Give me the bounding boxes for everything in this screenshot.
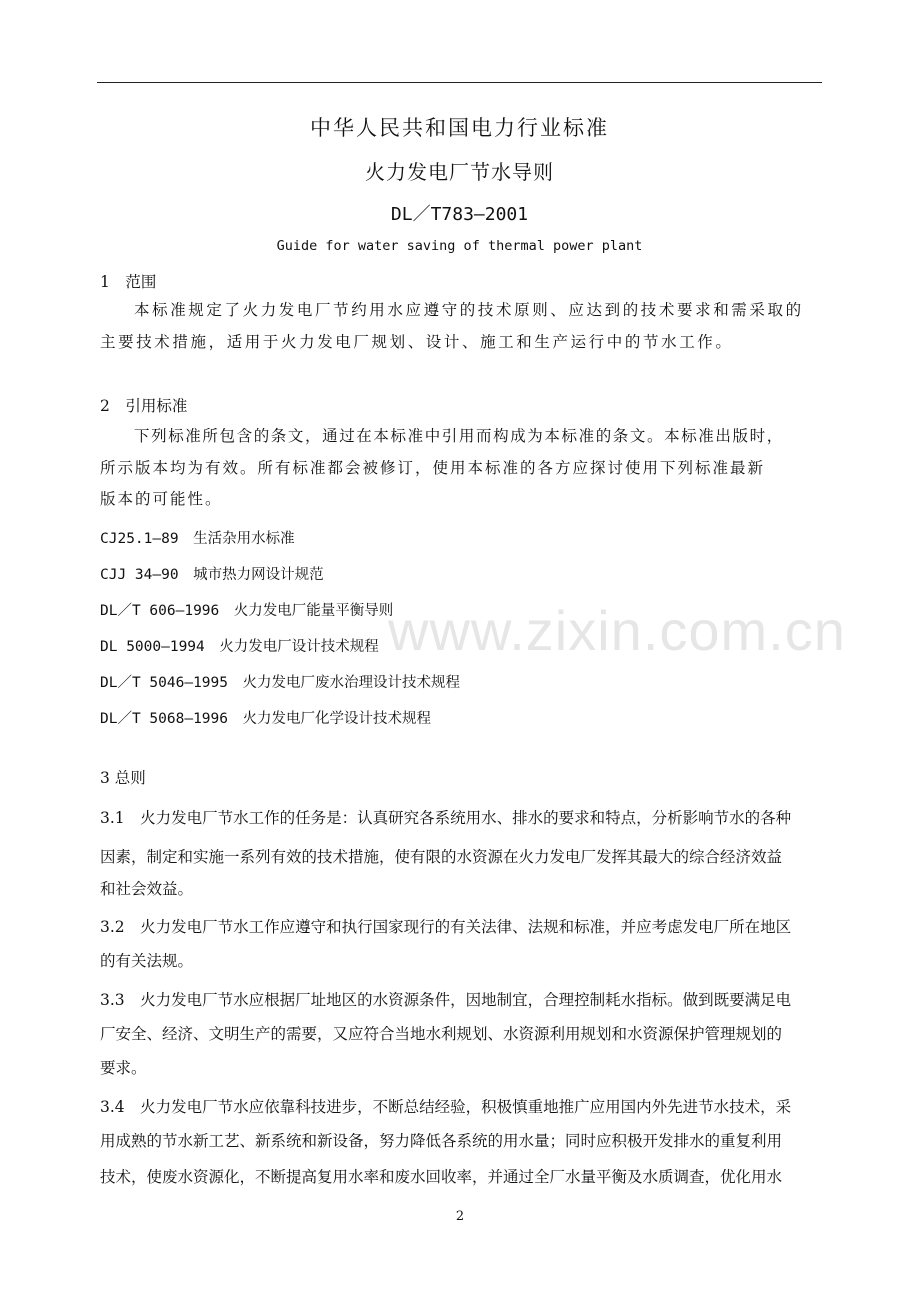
reference-item <box>100 565 822 585</box>
standard-code: DL／T783—2001 <box>390 204 529 225</box>
reference-code: DL／T 5046—1995 <box>100 675 228 691</box>
section-2-text-line: 下列标准所包含的条文，通过在本标准中引用而构成为本标准的条文。本标准出版时， <box>134 427 784 445</box>
clause-3-1-line: 3.1 火力发电厂节水工作的任务是：认真研究各系统用水、排水的要求和特点，分析影响节水的各种 <box>100 809 792 827</box>
clause-3-3-line: 3.3 火力发电厂节水应根据厂址地区的水资源条件，因地制宜，合理控制耗水指标。做到既要满足电 <box>100 991 792 1009</box>
clause-3-1-line: 和社会效益。 <box>100 880 194 898</box>
reference-code: DL／T 5068—1996 <box>100 711 228 727</box>
header-rule <box>97 82 822 83</box>
reference-code: CJ25.1—89 <box>100 531 179 547</box>
reference-item <box>100 529 822 549</box>
reference-title: 火力发电厂化学设计技术规程 <box>242 711 431 727</box>
clause-3-3-line: 厂安全、经济、文明生产的需要，又应符合当地水利规划、水资源利用规划和水资源保护管理规划的 <box>100 1025 783 1043</box>
reference-title: 火力发电厂废水治理设计技术规程 <box>242 675 460 691</box>
clause-3-4-line: 3.4 火力发电厂节水应依靠科技进步，不断总结经验，积极慎重地推广应用国内外先进节水技术，采 <box>100 1098 792 1116</box>
section-1-heading: 1 范围 <box>100 273 157 291</box>
reference-title: 生活杂用水标准 <box>193 531 295 547</box>
section-1-text-line: 本标准规定了火力发电厂节约用水应遵守的技术原则、应达到的技术要求和需采取的 <box>134 301 804 319</box>
section-1-text-line: 主要技术措施，适用于火力发电厂规划、设计、施工和生产运行中的节水工作。 <box>100 333 734 351</box>
section-3-heading: 3 总则 <box>100 769 146 787</box>
reference-title: 火力发电厂设计技术规程 <box>219 639 379 655</box>
reference-title: 城市热力网设计规范 <box>193 567 324 583</box>
clause-3-4-line: 用成熟的节水新工艺、新系统和新设备，努力降低各系统的用水量；同时应积极开发排水的重复利用 <box>100 1132 783 1150</box>
reference-title: 火力发电厂能量平衡导则 <box>233 603 394 619</box>
reference-code: CJJ 34—90 <box>100 567 179 583</box>
clause-3-3-line: 要求。 <box>100 1059 147 1077</box>
document-title: 火力发电厂节水导则 <box>365 160 554 184</box>
english-title: Guide for water saving of thermal power plant <box>276 238 643 254</box>
clause-3-2-line: 3.2 火力发电厂节水工作应遵守和执行国家现行的有关法律、法规和标准，并应考虑发电厂所在地区 <box>100 918 792 936</box>
clause-3-1-line: 因素，制定和实施一系列有效的技术措施，使有限的水资源在火力发电厂发挥其最大的综合经济效益 <box>100 848 783 866</box>
reference-code: DL 5000—1994 <box>100 639 205 655</box>
clause-3-4-line: 技术，使废水资源化，不断提高复用水率和废水回收率，并通过全厂水量平衡及水质调查，优化用水 <box>100 1168 783 1186</box>
reference-item <box>100 673 822 693</box>
watermark: www.zixin.com.cn <box>388 599 846 662</box>
reference-item <box>100 709 822 729</box>
section-2-text-line: 所示版本均为有效。所有标准都会被修订，使用本标准的各方应探讨使用下列标准最新 <box>100 459 766 477</box>
page-number: 2 <box>455 1209 465 1224</box>
standard-category-title: 中华人民共和国电力行业标准 <box>310 116 609 140</box>
clause-3-2-line: 的有关法规。 <box>100 952 194 970</box>
section-2-heading: 2 引用标准 <box>100 397 188 415</box>
section-2-text-line: 版本的可能性。 <box>100 490 223 508</box>
reference-code: DL／T 606—1996 <box>100 603 220 619</box>
